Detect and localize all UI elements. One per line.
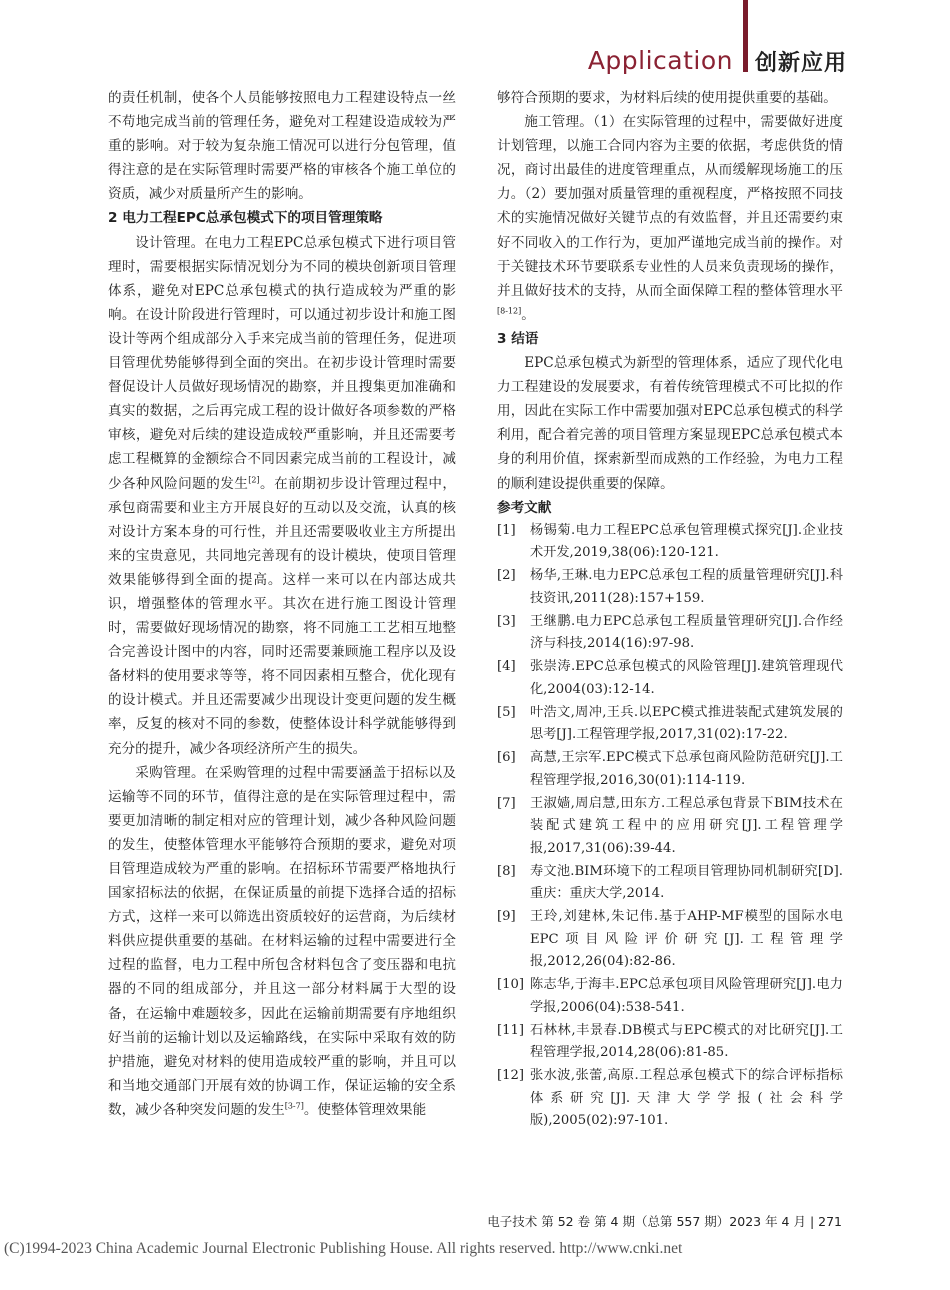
reference-number: [10] <box>497 977 525 993</box>
procurement-management-paragraph <box>108 761 456 1122</box>
citation-8-12: [8-12] <box>497 306 522 316</box>
reference-item <box>497 520 843 565</box>
section-3-heading: 3 结语 <box>497 330 539 347</box>
reference-number: [11] <box>497 1022 525 1038</box>
reference-number: [12] <box>497 1068 525 1084</box>
reference-text: 王淑嫱,周启慧,田东方.工程总承包背景下BIM技术在装配式建筑工程中的应用研究[J].工程管理学报,2017,31(06):39-44. <box>530 795 843 856</box>
reference-item <box>497 702 843 747</box>
reference-item <box>497 906 843 974</box>
reference-text: 王继鹏.电力EPC总承包工程质量管理研究[J].合作经济与科技,2014(16):97-98. <box>530 613 843 652</box>
reference-item <box>497 793 843 861</box>
section-label-zh: 创新应用 <box>755 51 848 76</box>
reference-item <box>497 656 843 701</box>
reference-number: [4] <box>497 659 516 675</box>
citation-3-7: [3-7] <box>284 1101 304 1111</box>
continued-paragraph-right: 够符合预期的要求，为材料后续的使用提供重要的基础。 <box>497 90 837 106</box>
reference-number: [7] <box>497 795 516 811</box>
reference-text: 张水波,张蕾,高原.工程总承包模式下的综合评标指标体系研究[J].天津大学学报(社会科学版),2005(02):97-101. <box>530 1068 843 1129</box>
reference-text: 石林林,丰景春.DB模式与EPC模式的对比研究[J].工程管理学报,2014,28(06):81-85. <box>530 1022 843 1061</box>
reference-text: 叶浩文,周冲,王兵.以EPC模式推进装配式建筑发展的思考[J].工程管理学报,2017,31(02):17-22. <box>530 704 843 743</box>
reference-text: 王玲,刘建林,朱记伟.基于AHP-MF模型的国际水电EPC项目风险评价研究[J].工程管理学报,2012,26(04):82-86. <box>530 909 843 970</box>
references-heading: 参考文献 <box>497 499 552 516</box>
reference-number: [2] <box>497 568 516 584</box>
section-label-en: Application <box>587 46 733 75</box>
copyright-line: (C)1994-2023 China Academic Journal Electronic Publishing House. All rights reserved. http://www.cnki.net <box>4 1240 683 1257</box>
reference-item <box>497 861 843 906</box>
reference-number: [3] <box>497 613 516 629</box>
reference-item <box>497 1065 843 1133</box>
reference-item <box>497 974 843 1019</box>
section-2-heading: 2 电力工程EPC总承包模式下的项目管理策略 <box>108 210 383 227</box>
right-column <box>497 86 843 1133</box>
reference-item <box>497 747 843 792</box>
continued-paragraph: 的责任机制，使各个人员能够按照电力工程建设特点一丝不苟地完成当前的管理任务，避免对工程建设造成较为严重的影响。对于较为复杂施工情况可以进行分包管理，值得注意的是在实际管理时需要严格的审核各个施工单位的资质，减少对质量所产生的影响。 <box>108 90 456 203</box>
reference-text: 陈志华,于海丰.EPC总承包项目风险管理研究[J].电力学报,2006(04):538-541. <box>530 977 843 1015</box>
header-accent-bar <box>743 0 748 72</box>
design-text-b: 。在前期初步设计管理过程中，承包商需要和业主方开展良好的互动以及交流，认真的核对设计方案本身的可行性，并且还需要吸收业主方所提出来的宝贵意见，共同地完善现有的设计模块，使项目管理效果能够得到全面的提高。这样一来可以在内部达成共识，增强整体的管理水平。其次在进行施工图设计管理时，需要做好现场情况的勘察，将不同施工工艺相互地整合完善设计图中的内容，同时还需要兼顾施工程序以及设备材料的使用要求等等，将不同因素相互整合，优化现有的设计模式。并且还需要减少出现设计变更问题的发生概率，反复的核对不同的参数，使整体设计科学就能够得到充分的提升，减少各项经济所产生的损失。 <box>108 475 457 757</box>
reference-item <box>497 565 843 610</box>
procure-text-a: 采购管理。在采购管理的过程中需要涵盖于招标以及运输等不同的环节，值得注意的是在实际管理过程中，需要更加清晰的制定相对应的管理计划，减少各种风险问题的发生，使整体管理水平能够符合预期的要求，避免对项目管理造成较为严重的影响。在招标环节需要严格地执行国家招标法的依据，在保证质量的前提下选择合适的招标方式，这样一来可以筛选出资质较好的运营商，为后续材料供应提供重要的基础。在材料运输的过程中需要进行全过程的监督，电力工程中所包含材料包含了变压器和电抗器的不同的组成部分，并且这一部分材料属于大型的设备，在运输中难题较多，因此在运输前期需要有序地组织好当前的运输计划以及运输路线，在实际中采取有效的防护措施，避免对材料的使用造成较严重的影响，并且可以和当地交通部门开展有效的协调工作，保证运输的安全系数，减少各种突发问题的发生 <box>108 764 456 1118</box>
reference-number: [8] <box>497 863 516 879</box>
procure-text-b: 。使整体管理效果能 <box>303 1101 427 1118</box>
reference-item <box>497 1020 843 1065</box>
reference-number: [1] <box>497 522 516 538</box>
reference-text: 高慧,王宗军.EPC模式下总承包商风险防范研究[J].工程管理学报,2016,30(01):114-119. <box>530 750 843 788</box>
conclusion-paragraph: EPC总承包模式为新型的管理体系，适应了现代化电力工程建设的发展要求，有着传统管理模式不可比拟的作用，因此在实际工作中需要加强对EPC总承包模式的科学利用，配合着完善的项目管理方案显现EPC总承包模式本身的利用价值，探索新型而成熟的工作经验，为电力工程的顺利建设提供重要的保障。 <box>497 355 843 492</box>
left-column <box>108 86 456 1122</box>
construct-text: 施工管理。（1）在实际管理的过程中，需要做好进度计划管理，以施工合同内容为主要的依据，考虑供货的情况，商讨出最佳的进度管理重点，从而缓解现场施工的压力。（2）要加强对质量管理的重视程度，严格按照不同技术的实施情况做好关键节点的有效监督，并且还需要约束好不同收入的工作行为，更加严谨地完成当前的操作。对于关键技术环节要联系专业性的人员来负责现场的操作，并且做好技术的支持，从而全面保障工程的整体管理水平 <box>497 114 843 299</box>
design-management-paragraph <box>108 231 456 761</box>
construction-management-paragraph <box>497 110 843 327</box>
reference-text: 寿文池.BIM环境下的工程项目管理协同机制研究[D].重庆：重庆大学,2014. <box>530 863 843 902</box>
reference-text: 杨锡菊.电力工程EPC总承包管理模式探究[J].企业技术开发,2019,38(06):120-121. <box>530 522 843 561</box>
reference-item <box>497 611 843 656</box>
reference-number: [9] <box>497 909 516 925</box>
design-text-a: 设计管理。在电力工程EPC总承包模式下进行项目管理时，需要根据实际情况划分为不同的模块创新项目管理体系，避免对EPC总承包模式的执行造成较为严重的影响。在设计阶段进行管理时，可以通过初步设计和施工图设计等两个组成部分入手来完成当前的管理任务，促进项目管理优势能够得到全面的突出。在初步设计管理时需要督促设计人员做好现场情况的勘察，并且搜集更加准确和真实的数据，之后再完成工程的设计做好各项参数的严格审核，避免对后续的建设造成较严重影响，并且还需要考虑工程概算的金额综合不同因素完成当前的工程设计，减少各种风险问题的发生 <box>108 234 456 492</box>
citation-2: [2] <box>248 474 260 484</box>
reference-text: 杨华,王琳.电力EPC总承包工程的质量管理研究[J].科技资讯,2011(28):157+159. <box>530 568 843 606</box>
journal-footer: 电子技术 第 52 卷 第 4 期（总第 557 期）2023 年 4 月 | 271 <box>487 1214 842 1229</box>
reference-text: 张崇涛.EPC总承包模式的风险管理[J].建筑管理现代化,2004(03):12-14. <box>530 659 843 697</box>
reference-number: [6] <box>497 750 516 766</box>
reference-list <box>497 520 843 1133</box>
construct-end: 。 <box>521 306 535 323</box>
reference-number: [5] <box>497 704 516 720</box>
